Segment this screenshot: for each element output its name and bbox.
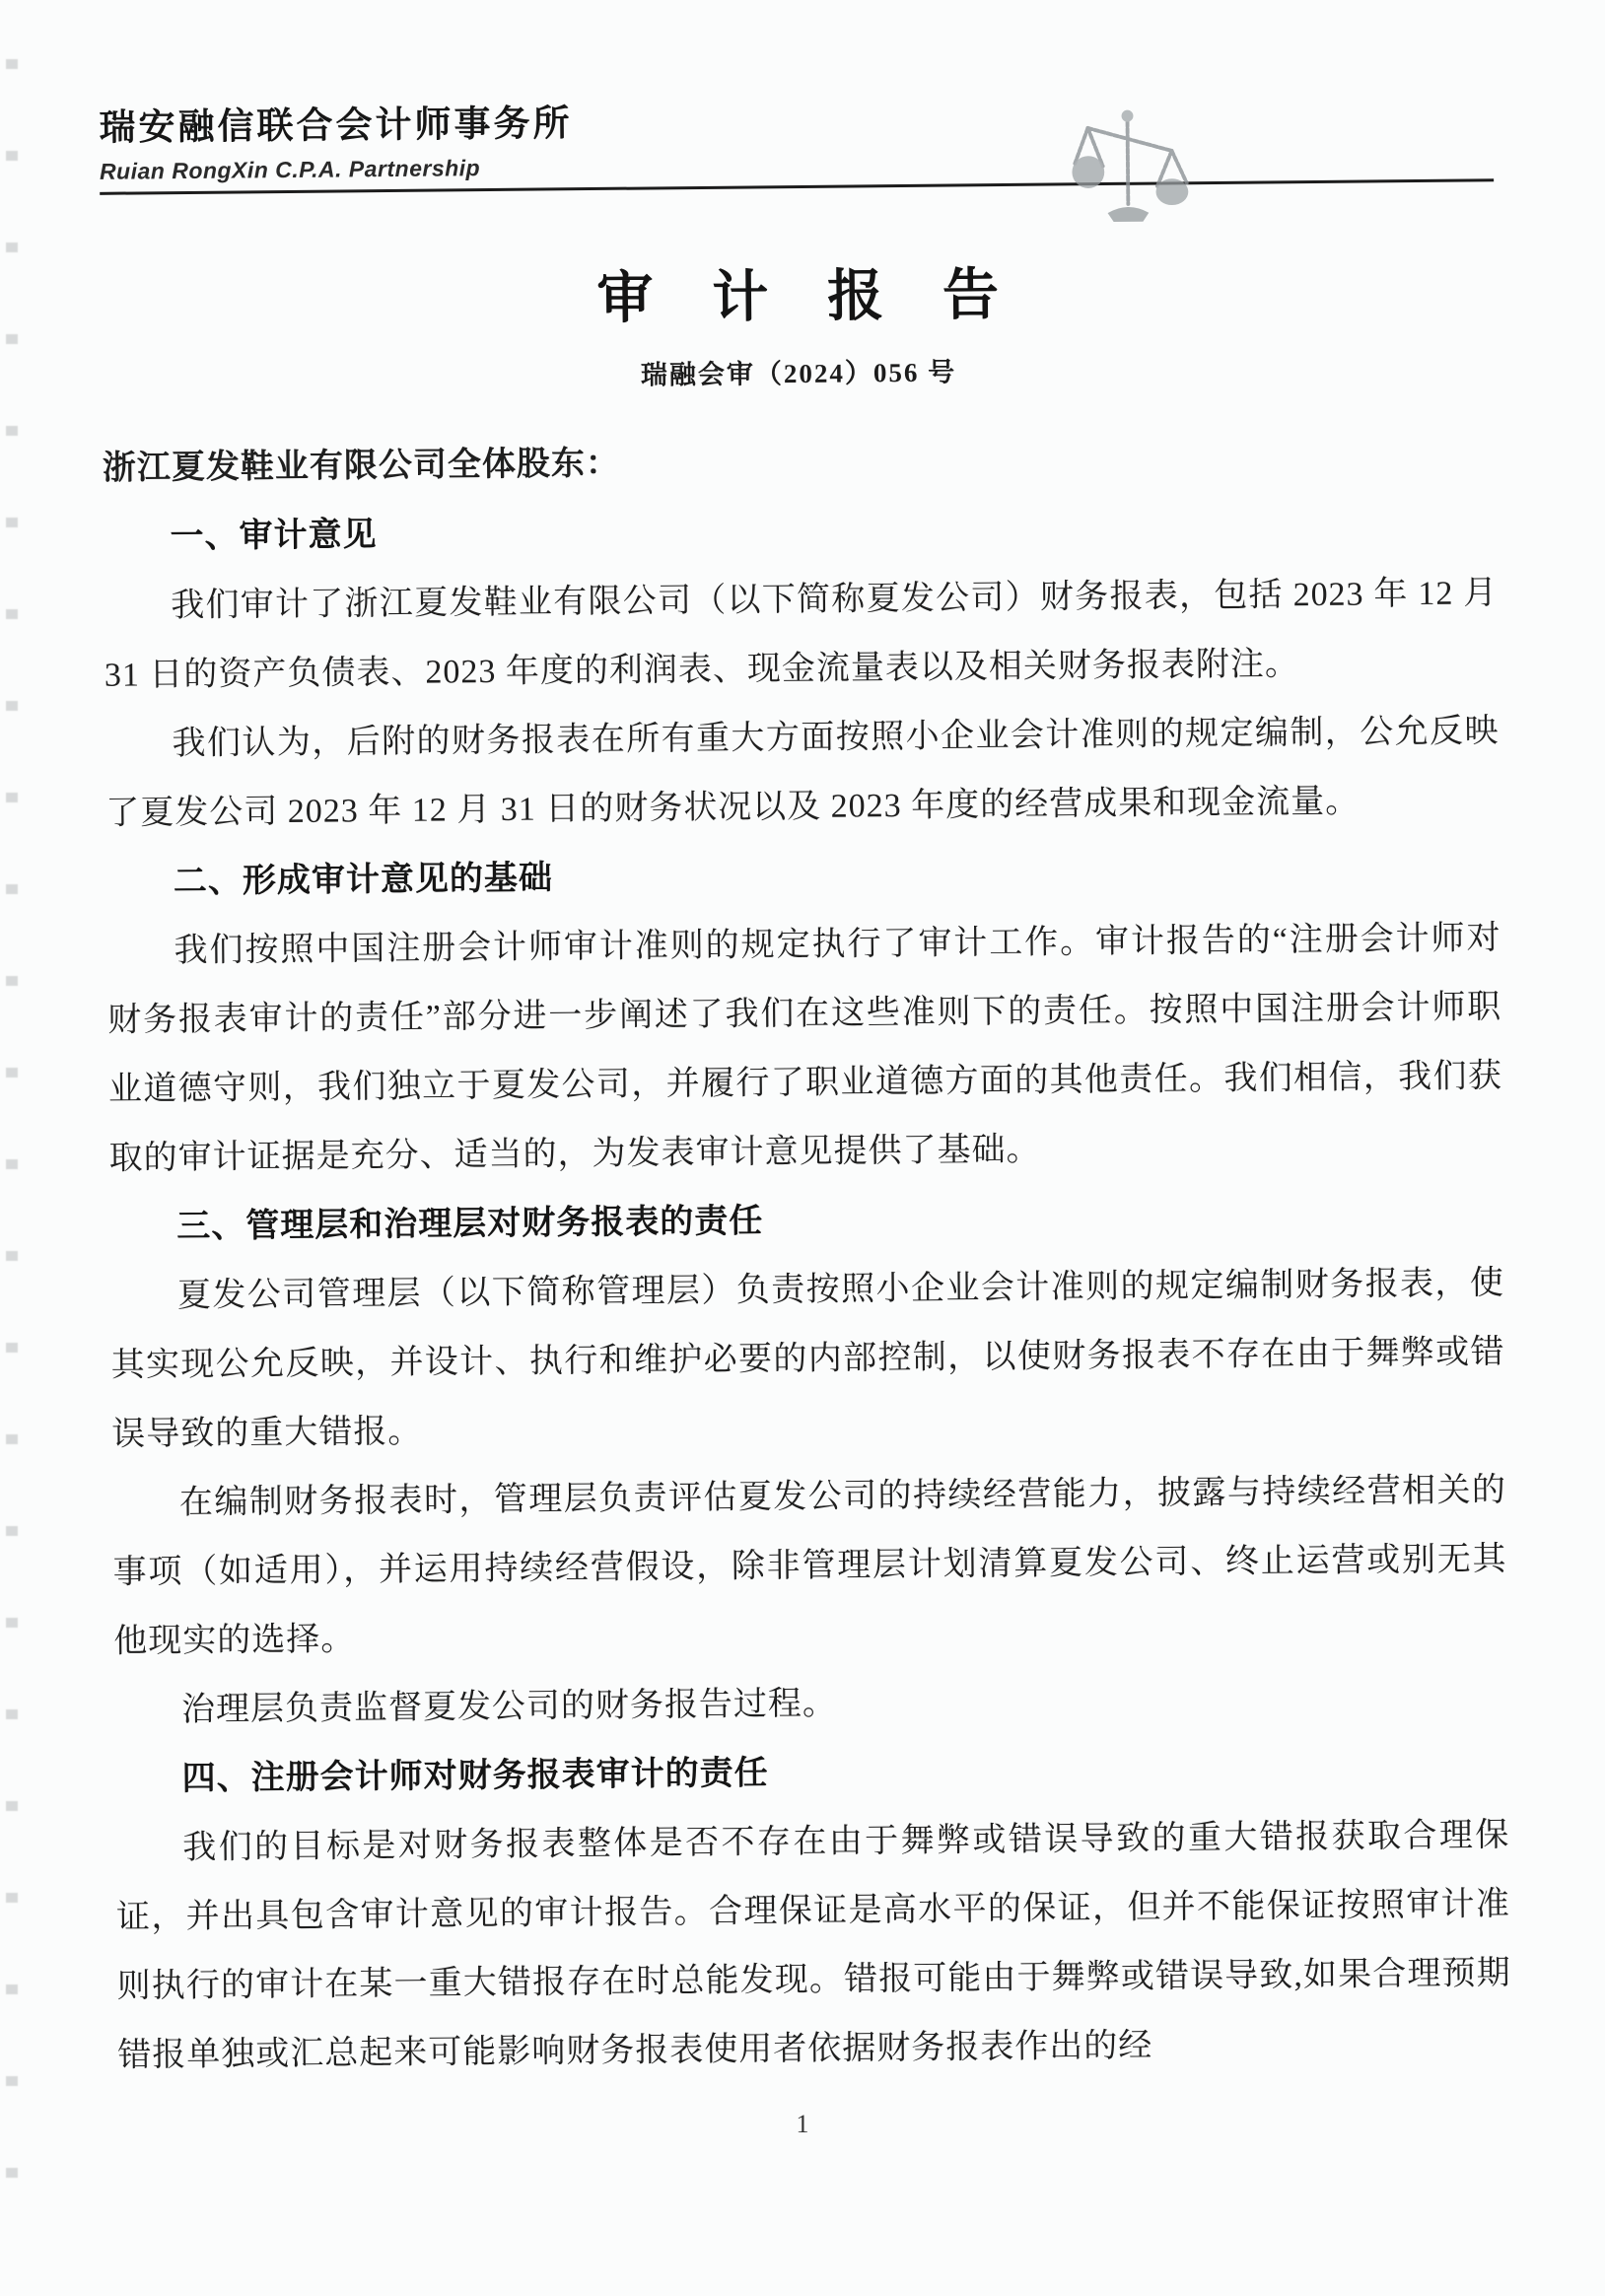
section-heading-basis-for-opinion: 二、形成审计意见的基础 [173, 860, 554, 901]
paragraph: 我们按照中国注册会计师审计准则的规定执行了审计工作。审计报告的“注册会计师对财务报表审计的责任”部分进一步阐述了我们在这些准则下的责任。按照中国注册会计师职业道德守则，我们独立于夏发公司，并履行了职业道德方面的其他责任。我们相信，我们获取的审计证据是充分、适当的，为发表审计意见提供了基础。 [107, 920, 1503, 1177]
paragraph: 我们认为，后附的财务报表在所有重大方面按照小企业会计准则的规定编制，公允反映了夏发公司 2023 年 12 月 31 日的财务状况以及 2023 年度的经营成果和现金流量。 [105, 713, 1500, 832]
paragraph: 我们的目标是对财务报表整体是否不存在由于舞弊或错误导致的重大错报获取合理保证，并出具包含审计意见的审计报告。合理保证是高水平的保证，但并不能保证按照审计准则执行的审计在某一重大错报存在时总能发现。错报可能由于舞弊或错误导致,如果合理预期错报单独或汇总起来可能影响财务报表使用者依据财务报表作出的经 [115, 1817, 1511, 2074]
report-title-text: 审计报告 [596, 263, 1059, 330]
salutation: 浙江夏发鞋业有限公司全体股东： [102, 445, 621, 487]
firm-name-chinese: 瑞安融信联合会计师事务所 [99, 104, 573, 149]
paragraph: 治理层负责监督夏发公司的财务报告过程。 [180, 1685, 838, 1729]
report-body [103, 421, 1512, 2090]
report-number: 瑞融会审（2024）056 号 [640, 357, 957, 390]
section-heading-auditor-responsibility: 四、注册会计师对财务报表审计的责任 [181, 1755, 769, 1798]
scales-logo-icon [1053, 89, 1202, 228]
section-heading-audit-opinion: 一、审计意见 [170, 517, 378, 556]
section-heading-management-responsibility: 三、管理层和治理层对财务报表的责任 [176, 1203, 764, 1246]
page-number: 1 [796, 2110, 809, 2138]
paragraph: 我们审计了浙江夏发鞋业有限公司（以下简称夏发公司）财务报表，包括 2023 年 12 月 31 日的资产负债表、2023 年度的利润表、现金流量表以及相关财务报表附注。 [104, 575, 1499, 694]
paragraph: 在编制财务报表时，管理层负责评估夏发公司的持续经营能力，披露与持续经营相关的事项（如适用），并运用持续经营假设，除非管理层计划清算夏发公司、终止运营或别无其他现实的选择。 [112, 1472, 1507, 1660]
report-content [99, 84, 1511, 2090]
paragraph: 夏发公司管理层（以下简称管理层）负责按照小企业会计准则的规定编制财务报表，使其实现公允反映，并设计、执行和维护必要的内部控制，以使财务报表不存在由于舞弊或错误导致的重大错报。 [110, 1265, 1505, 1453]
firm-name-english: Ruian RongXin C.P.A. Partnership [99, 155, 481, 184]
scan-edge-artifacts [6, 59, 18, 2178]
report-title [101, 244, 1496, 339]
